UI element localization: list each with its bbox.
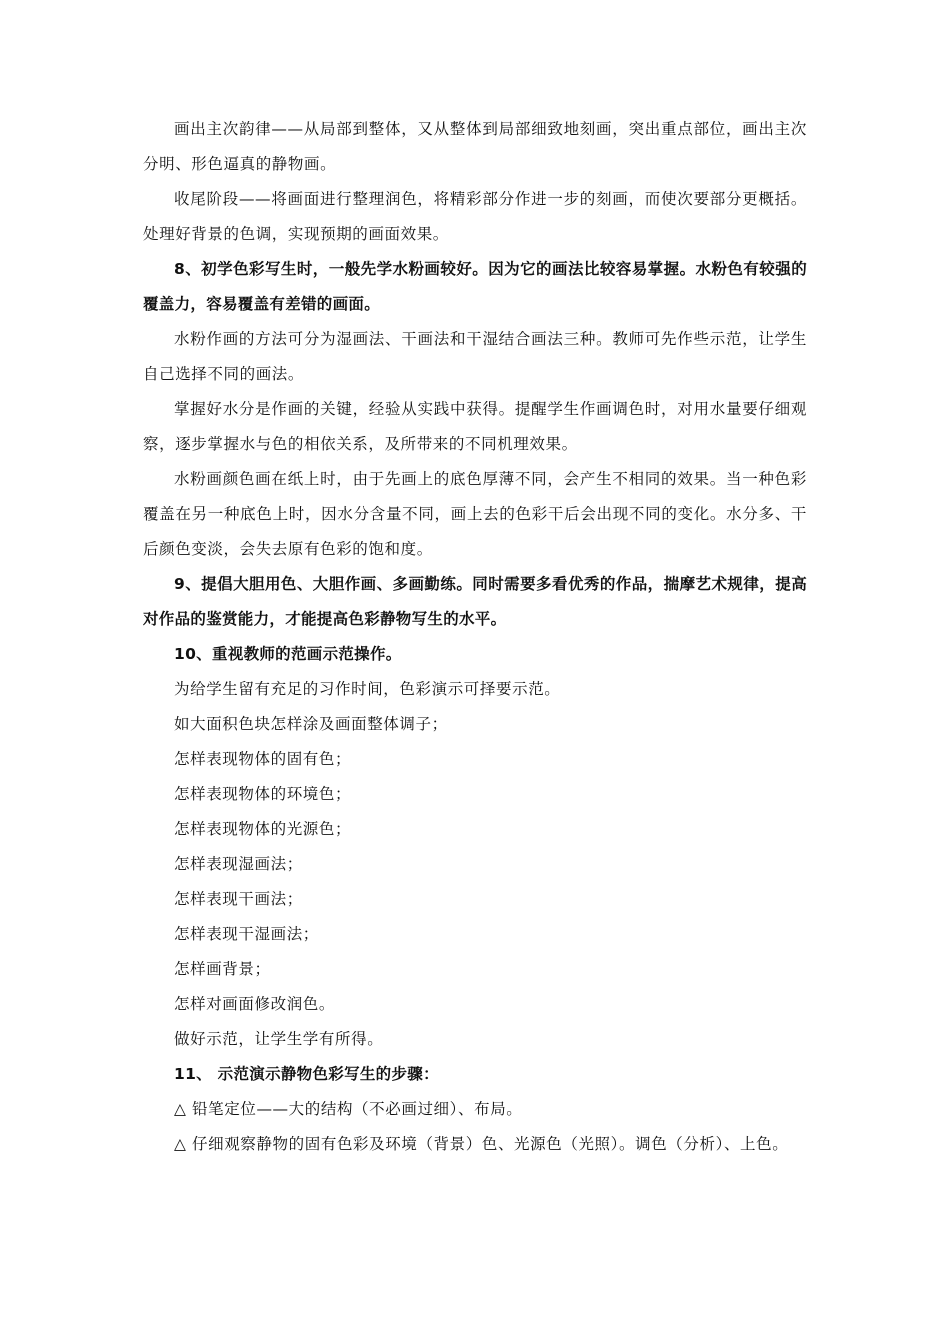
list-item: 怎样表现干画法； [174, 890, 303, 908]
list-item: 怎样表现物体的光源色； [174, 820, 352, 838]
paragraph-color-layering: 水粉画颜色画在纸上时，由于先画上的底色厚薄不同，会产生不相同的效果。当一种色彩覆盖在另一种底色上时，因水分含量不同，画上去的色彩干后会出现不同的变化。水分多、干后颜色变淡，会失去原有色彩的饱和度。 [143, 470, 807, 558]
heading-item-10: 10、重视教师的范画示范操作。 [174, 645, 402, 663]
paragraph-water-control: 掌握好水分是作画的关键，经验从实践中获得。提醒学生作画调色时，对用水量要仔细观察，逐步掌握水与色的相依关系，及所带来的不同机理效果。 [143, 400, 807, 453]
paragraph-gouache-methods: 水粉作画的方法可分为湿画法、干画法和干湿结合画法三种。教师可先作些示范，让学生自己选择不同的画法。 [143, 330, 807, 383]
list-item: 怎样表现物体的环境色； [174, 785, 352, 803]
heading-item-9: 9、提倡大胆用色、大胆作画、多画勤练。同时需要多看优秀的作品，揣摩艺术规律，提高对作品的鉴赏能力，才能提高色彩静物写生的水平。 [143, 575, 807, 628]
document-page [143, 112, 807, 1162]
heading-item-8: 8、初学色彩写生时，一般先学水粉画较好。因为它的画法比较容易掌握。水粉色有较强的覆盖力，容易覆盖有差错的画面。 [143, 260, 807, 313]
list-item: 如大面积色块怎样涂及画面整体调子； [174, 715, 448, 733]
list-item: 怎样画背景； [174, 960, 271, 978]
list-item: 怎样表现物体的固有色； [174, 750, 352, 768]
paragraph-main-sub-rhythm: 画出主次韵律——从局部到整体，又从整体到局部细致地刻画，突出重点部位，画出主次分明、形色逼真的静物画。 [143, 120, 807, 173]
step-item: △ 仔细观察静物的固有色彩及环境（背景）色、光源色（光照）。调色（分析）、上色。 [174, 1135, 789, 1153]
list-item: 怎样表现干湿画法； [174, 925, 319, 943]
heading-item-11: 11、 示范演示静物色彩写生的步骤： [174, 1065, 439, 1083]
list-item: 怎样对画面修改润色。 [174, 995, 336, 1013]
paragraph-finishing-stage: 收尾阶段——将画面进行整理润色，将精彩部分作进一步的刻画，而使次要部分更概括。处理好背景的色调，实现预期的画面效果。 [143, 190, 807, 243]
paragraph-demo-time: 为给学生留有充足的习作时间，色彩演示可择要示范。 [174, 680, 561, 698]
list-item: 怎样表现湿画法； [174, 855, 303, 873]
paragraph-demo-summary: 做好示范，让学生学有所得。 [174, 1030, 384, 1048]
step-item: △ 铅笔定位——大的结构（不必画过细）、布局。 [174, 1100, 523, 1118]
